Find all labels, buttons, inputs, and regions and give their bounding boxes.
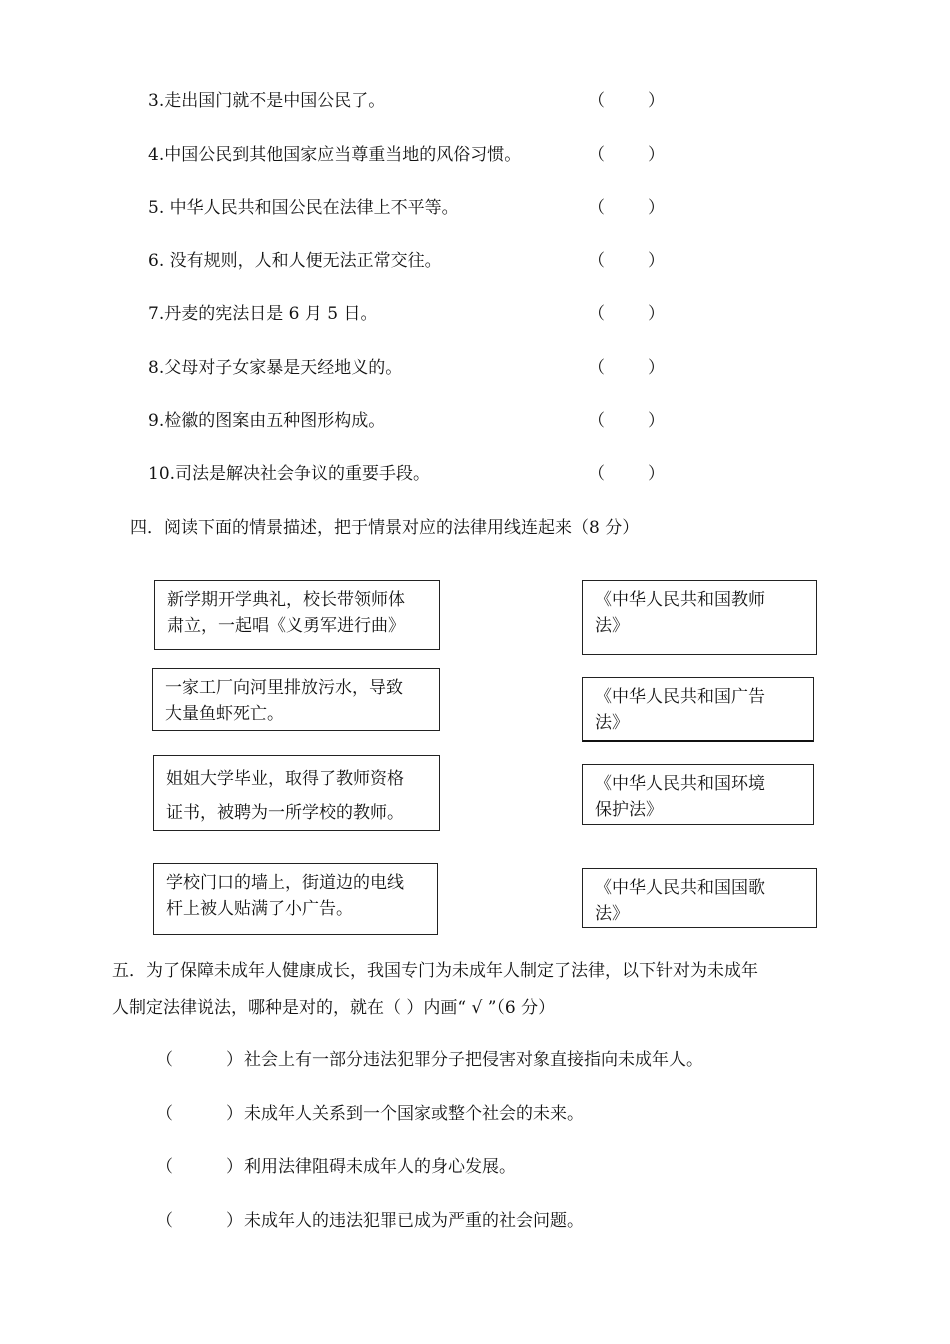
section-5-heading-line2: 人制定法律说法，哪种是对的，就在（ ）内画“ √ ”（6 分） [112,998,556,1018]
law-box [582,764,814,825]
law-line: 法》 [595,616,629,636]
scenario-line: 新学期开学典礼，校长带领师体 [167,590,405,610]
scenario-line: 肃立，一起唱《义勇军进行曲》 [167,616,405,636]
item-text: 9.检徽的图案由五种图形构成。 [148,411,386,431]
scenario-box [153,863,438,935]
answer-paren-close: ） [648,145,665,165]
true-false-item [148,248,668,274]
scenario-line: 姐姐大学毕业，取得了教师资格 [166,769,404,789]
section-5-heading-line1: 五．为了保障未成年人健康成长，我国专门为未成年人制定了法律，以下针对为未成年 [112,961,758,981]
law-box [582,677,814,742]
answer-paren-open: （ [588,91,605,111]
item-text: 5. 中华人民共和国公民在法律上不平等。 [148,198,459,218]
scenario-box [154,580,440,650]
choice-text: 未成年人关系到一个国家或整个社会的未来。 [244,1104,584,1124]
item-text: 10.司法是解决社会争议的重要手段。 [148,464,431,484]
answer-paren-close: ） [648,251,665,271]
true-false-item [148,461,668,487]
law-line: 保护法》 [595,800,663,820]
answer-paren-open: （ [588,198,605,218]
scenario-box [153,755,440,831]
true-false-item [148,88,668,114]
checkbox-paren-open: （ [156,1050,173,1070]
scenario-line: 证书，被聘为一所学校的教师。 [166,803,404,823]
item-text: 4.中国公民到其他国家应当尊重当地的风俗习惯。 [148,145,522,165]
section-4-heading: 四．阅读下面的情景描述，把于情景对应的法律用线连起来（8 分） [130,518,640,538]
law-line: 《中华人民共和国国歌 [595,878,765,898]
answer-paren-open: （ [588,251,605,271]
law-line: 《中华人民共和国广告 [595,687,765,707]
scenario-box [152,668,440,731]
checkbox-paren-open: （ [156,1104,173,1124]
checkbox-paren-close: ） [226,1104,243,1124]
true-false-item [148,142,668,168]
answer-paren-close: ） [648,91,665,111]
checkbox-paren-close: ） [226,1050,243,1070]
law-line: 法》 [595,713,629,733]
scenario-line: 大量鱼虾死亡。 [165,704,284,724]
law-line: 法》 [595,904,629,924]
item-text: 3.走出国门就不是中国公民了。 [148,91,386,111]
true-false-item [148,355,668,381]
answer-paren-open: （ [588,358,605,378]
item-text: 7.丹麦的宪法日是 6 月 5 日。 [148,304,378,324]
scenario-line: 学校门口的墙上，街道边的电线 [166,873,404,893]
checkbox-paren-close: ） [226,1157,243,1177]
item-text: 8.父母对子女家暴是天经地义的。 [148,358,403,378]
true-false-item [148,408,668,434]
law-line: 《中华人民共和国环境 [595,774,765,794]
checkbox-paren-open: （ [156,1211,173,1231]
answer-paren-open: （ [588,304,605,324]
choice-text: 社会上有一部分违法犯罪分子把侵害对象直接指向未成年人。 [244,1050,703,1070]
choice-text: 未成年人的违法犯罪已成为严重的社会问题。 [244,1211,584,1231]
answer-paren-close: ） [648,198,665,218]
true-false-item [148,195,668,221]
checkbox-paren-open: （ [156,1157,173,1177]
answer-paren-close: ） [648,358,665,378]
item-text: 6. 没有规则，人和人便无法正常交往。 [148,251,442,271]
answer-paren-open: （ [588,411,605,431]
answer-paren-close: ） [648,304,665,324]
answer-paren-close: ） [648,464,665,484]
law-line: 《中华人民共和国教师 [595,590,765,610]
answer-paren-open: （ [588,145,605,165]
scenario-line: 杆上被人贴满了小广告。 [166,899,353,919]
scenario-line: 一家工厂向河里排放污水，导致 [165,678,403,698]
law-box [582,868,817,928]
answer-paren-open: （ [588,464,605,484]
choice-text: 利用法律阻碍未成年人的身心发展。 [244,1157,516,1177]
law-box [582,580,817,655]
checkbox-paren-close: ） [226,1211,243,1231]
true-false-item [148,301,668,327]
answer-paren-close: ） [648,411,665,431]
